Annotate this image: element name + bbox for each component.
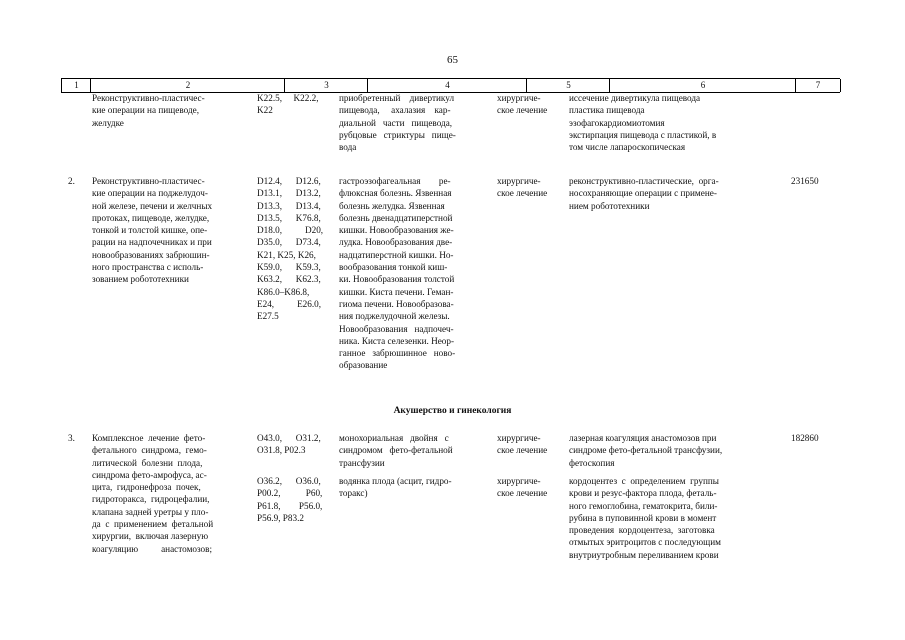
row1-col6: иссечение дивертикула пищевода пластика пищевода эзофагокардиомиотомия экстирпация пищевода с пластикой, в том числе лапароскопическая xyxy=(569,93,717,153)
row3-col7: 182860 xyxy=(791,433,819,443)
row3-col5a: хирургиче- ское лечение xyxy=(497,433,548,456)
col-header-7: 7 xyxy=(795,79,841,92)
row3-num: 3. xyxy=(68,433,75,443)
row3-col3b: O36.2, O36.0, P00.2, P60, P61.8, P56.0, P56.9, P83.2 xyxy=(257,476,323,523)
row2-col6: реконструктивно-пластические, орга- носохраняющие операции с примене- нием робототехники xyxy=(569,176,719,211)
row3-col3a: O43.0, O31.2, O31.8, P02.3 xyxy=(257,433,321,456)
col-header-2: 2 xyxy=(90,79,285,92)
section-title: Акушерство и гинекология xyxy=(393,406,512,416)
row2-col4: гастроэзофагеальная ре- флюксная болезнь. Язвенная болезнь желудка. Язвенная болезнь двенадцатиперстной кишки. Новообразования же- лудка. Новообразования две- надцатиперстной кишки. Но- вообразования тонкой киш- ки. Новообразования толстой кишки. Киста печени. Геман- гиома печени. Новообразова- ния поджелудочной железы. Новообразования надпочеч- ника. Киста селезенки. Неор- ганное забрюшинное ново- образование xyxy=(339,176,456,371)
row1-col3: K22.5, K22.2, K22 xyxy=(257,93,319,116)
row2-col2: Реконструктивно-пластичес- кие операции на поджелудоч- ной железе, печени и желчных протоках, пищеводе, желудке, тонкой и толстой кишке, опе- рации на надпочечниках и при новообразованиях забрюшин- ного пространства с исполь- зованием робототехники xyxy=(92,176,213,285)
col-header-1: 1 xyxy=(61,79,91,92)
row3-col2: Комплексное лечение фето- фетального синдрома, гемо- литической болезни плода, синдрома фето-амрофуса, ас- цита, гидронефроза почек, гидроторакса, гидроцефалии, клапана задней уретры у пло- да с применением фетальной хирургии, включая лазерную коагуляцию анастомозов; xyxy=(92,433,214,554)
row2-col3: D12.4, D12.6, D13.1, D13.2, D13.3, D13.4, D13.5, K76.8, D18.0, D20, D35.0, D73.4, K21, K25, K26, K59.0, K59.3, K63.2, K62.3, K86.0–K86.8, E24, E26.0, E27.5 xyxy=(257,176,324,322)
row3-col5b: хирургиче- ское лечение xyxy=(497,476,548,499)
row1-col5: хирургиче- ское лечение xyxy=(497,93,548,116)
row1-col2: Реконструктивно-пластичес- кие операции на пищеводе, желудке xyxy=(92,93,205,128)
row2-num: 2. xyxy=(68,176,75,186)
row3-col6a: лазерная коагуляция анастомозов при синдроме фето-фетальной трансфузии, фетоскопия xyxy=(569,433,723,468)
row2-col5: хирургиче- ское лечение xyxy=(497,176,548,199)
page-number: 65 xyxy=(447,54,458,66)
col-header-3: 3 xyxy=(284,79,368,92)
row3-col4a: монохориальная двойня с синдромом фето-фетальной трансфузии xyxy=(339,433,453,468)
row3-col6b: кордоцентез с определением группы крови и резус-фактора плода, феталь- ного гемоглобина, гематокрита, били- рубина в пуповинной крови в момент проведения кордоцентеза, заготовка отмытых эритроцитов с последующим внутриутробным переливанием крови xyxy=(569,476,721,560)
row3-col4b: водянка плода (асцит, гидро- торакс) xyxy=(339,476,452,499)
col-header-5: 5 xyxy=(526,79,610,92)
row2-col7: 231650 xyxy=(791,176,819,186)
col-header-6: 6 xyxy=(609,79,796,92)
col-header-4: 4 xyxy=(367,79,527,92)
row1-col4: приобретенный дивертикул пищевода, ахалазия кар- диальной части пищевода, рубцовые стриктуры пище- вода xyxy=(339,93,456,153)
table-header xyxy=(61,78,840,93)
